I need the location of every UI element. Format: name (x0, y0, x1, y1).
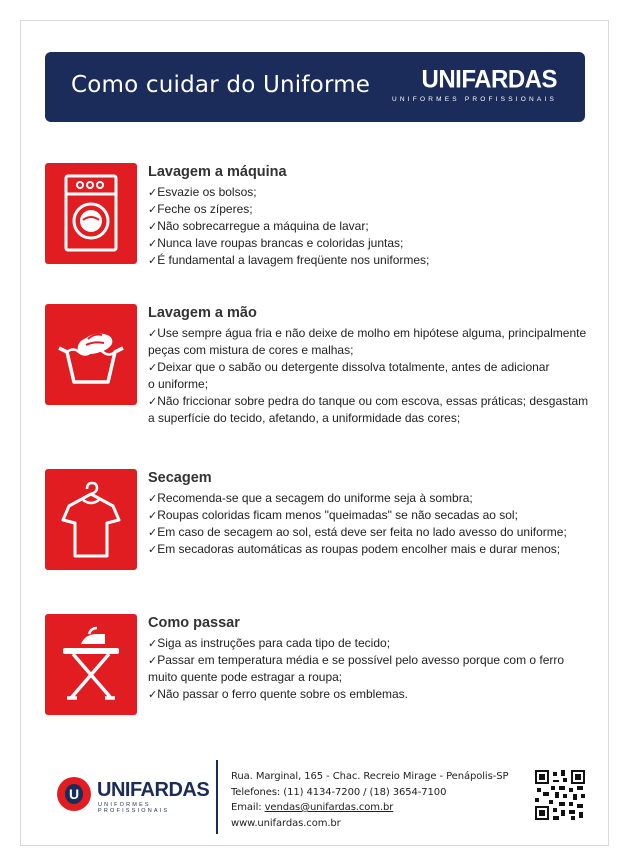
header-logo-tagline: UNIFORMES PROFISSIONAIS (392, 96, 557, 103)
header-logo-brand: UNIFARDAS (421, 65, 557, 94)
ironing-board-icon (45, 614, 137, 715)
list-item: o uniforme; (148, 377, 209, 391)
page-border (20, 20, 609, 846)
washing-machine-icon (45, 163, 137, 264)
footer-logo (57, 773, 210, 815)
list-item: ✓Deixar que o sabão ou detergente dissolva totalmente, antes de adicionar (148, 360, 550, 374)
list-item: peças com mistura de cores e malhas; (148, 343, 354, 357)
header-logo (392, 65, 557, 103)
list-item: ✓Em caso de secagem ao sol, está deve ser feita no lado avesso do uniforme; (148, 525, 567, 539)
section-title: Secagem (148, 470, 212, 486)
hand-wash-icon (45, 304, 137, 405)
list-item: ✓É fundamental a lavagem freqüente nos uniformes; (148, 253, 430, 267)
list-item: ✓Passar em temperatura média e se possível pelo avesso porque com o ferro (148, 653, 565, 667)
footer-logo-brand: UNIFARDAS (97, 779, 210, 801)
footer-logo-tagline: UNIFORMES PROFISSIONAIS (98, 802, 170, 814)
list-item: ✓Não sobrecarregue a máquina de lavar; (148, 219, 369, 233)
list-item: ✓Recomenda-se que a secagem do uniforme seja à sombra; (148, 491, 473, 505)
phones: Telefones: (11) 4134-7200 / (18) 3654-7100 (231, 786, 447, 798)
website-link[interactable]: www.unifardas.com.br (231, 817, 341, 829)
list-item: ✓Em secadoras automáticas as roupas podem encolher mais e durar menos; (148, 542, 561, 556)
list-item: ✓Esvazie os bolsos; (148, 185, 257, 199)
list-item: ✓Feche os zíperes; (148, 202, 253, 216)
header-banner (45, 52, 585, 122)
email-link[interactable]: vendas@unifardas.com.br (264, 802, 394, 813)
contact-info (231, 769, 521, 831)
list-item: muito quente pode estragar a roupa; (148, 670, 343, 684)
footer-divider (216, 760, 218, 834)
qr-code-icon[interactable] (535, 770, 585, 820)
list-item: ✓Não friccionar sobre pedra do tanque ou com escova, essas práticas; desgastam (148, 394, 589, 408)
list-item: ✓Use sempre água fria e não deixe de molho em hipótese alguma, principalmente (148, 326, 587, 340)
list-item: a superfície do tecido, afetando, a uniformidade das cores; (148, 411, 461, 425)
section-title: Lavagem a máquina (148, 164, 287, 180)
section-title: Lavagem a mão (148, 305, 257, 321)
list-item: ✓Não passar o ferro quente sobre os emblemas. (148, 687, 409, 701)
shirt-hanger-icon (45, 469, 137, 570)
list-item: ✓Roupas coloridas ficam menos "queimadas" se não secadas ao sol; (148, 508, 518, 522)
section-title: Como passar (148, 615, 240, 631)
list-item: ✓Nunca lave roupas brancas e coloridas juntas; (148, 236, 404, 250)
email-line: Email: vendas@unifardas.com.br (231, 802, 394, 813)
address: Rua. Marginal, 165 - Chac. Recreio Mirage - Penápolis-SP (231, 771, 509, 782)
list-item: ✓Siga as instruções para cada tipo de tecido; (148, 636, 391, 650)
logo-emblem-icon: U (57, 777, 91, 811)
page-title: Como cuidar do Uniforme (71, 72, 371, 98)
